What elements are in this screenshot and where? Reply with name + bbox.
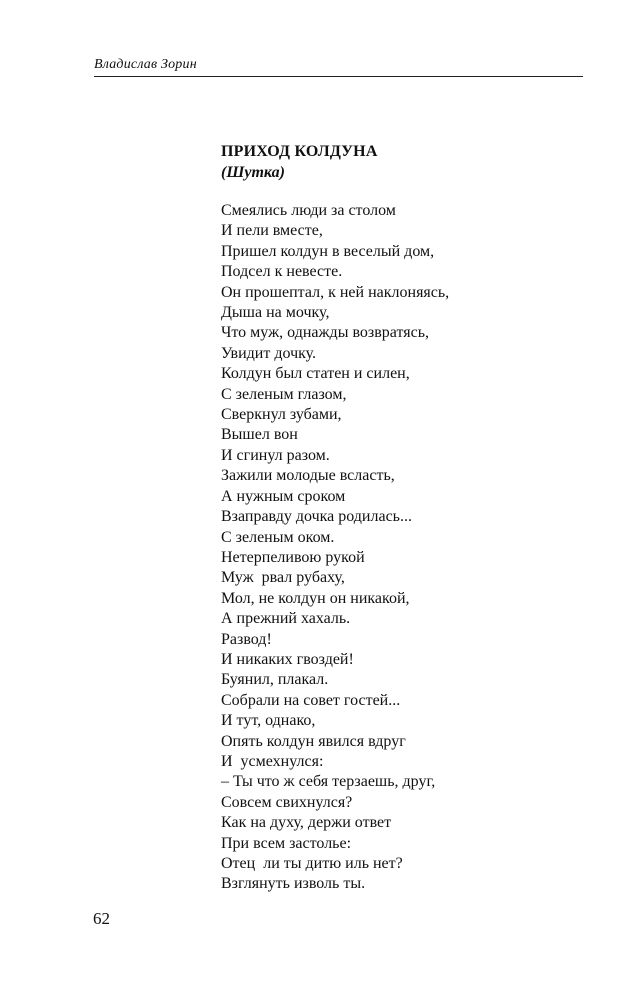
poem-line: Сверкнул зубами, bbox=[221, 406, 342, 424]
page-number: 62 bbox=[93, 909, 110, 928]
poem-line: Взглянуть изволь ты. bbox=[221, 875, 366, 893]
poem-line: Муж рвал рубаху, bbox=[221, 569, 345, 587]
poem-title: ПРИХОД КОЛДУНА bbox=[221, 143, 378, 160]
poem-line: Колдун был статен и силен, bbox=[221, 365, 410, 383]
poem-line: И пели вместе, bbox=[221, 222, 323, 240]
poem-line: Опять колдун явился вдруг bbox=[221, 732, 406, 750]
poem-line: Отец ли ты дитю иль нет? bbox=[221, 855, 403, 872]
poem-line: Он прошептал, к ней наклоняясь, bbox=[221, 283, 450, 301]
poem-line: Что муж, однажды возвратясь, bbox=[221, 324, 429, 342]
poem-line: Мол, не колдун он никакой, bbox=[221, 589, 410, 607]
poem-line: Смеялись люди за столом bbox=[221, 202, 396, 219]
poem-line: И тут, однако, bbox=[221, 712, 316, 730]
poem-line: А прежний хахаль. bbox=[221, 610, 351, 628]
poem-body bbox=[221, 201, 449, 895]
poem-line: При всем застолье: bbox=[221, 834, 352, 852]
poem-line: Увидит дочку. bbox=[221, 344, 317, 362]
poem-line: Собрали на совет гостей... bbox=[221, 691, 401, 709]
poem-line: Взаправду дочка родилась... bbox=[221, 508, 412, 526]
poem-line: Дыша на мочку, bbox=[221, 304, 330, 322]
header-divider bbox=[94, 76, 583, 77]
running-header-author: Владислав Зорин bbox=[94, 57, 197, 72]
poem-subtitle: (Шутка) bbox=[221, 164, 285, 181]
poem-line: А нужным сроком bbox=[221, 487, 346, 505]
poem-line: С зеленым глазом, bbox=[221, 385, 347, 403]
poem-line: И сгинул разом. bbox=[221, 446, 330, 464]
poem-line: Нетерпеливою рукой bbox=[221, 548, 365, 566]
poem-line: Совсем свихнулся? bbox=[221, 793, 353, 811]
poem-line: Развод! bbox=[221, 630, 272, 648]
poem-line: Буянил, плакал. bbox=[221, 671, 329, 689]
poem-line: И усмехнулся: bbox=[221, 752, 324, 770]
poem-line: Зажили молодые всласть, bbox=[221, 467, 395, 485]
poem-line: С зеленым оком. bbox=[221, 528, 335, 546]
poem-line: Пришел колдун в веселый дом, bbox=[221, 242, 435, 260]
poem-line: – Ты что ж себя терзаешь, друг, bbox=[221, 773, 436, 791]
poem-line: Как на духу, держи ответ bbox=[221, 814, 392, 832]
poem-line: Вышел вон bbox=[221, 426, 298, 444]
poem-line: И никаких гвоздей! bbox=[221, 650, 354, 668]
poem-line: Подсел к невесте. bbox=[221, 263, 343, 281]
